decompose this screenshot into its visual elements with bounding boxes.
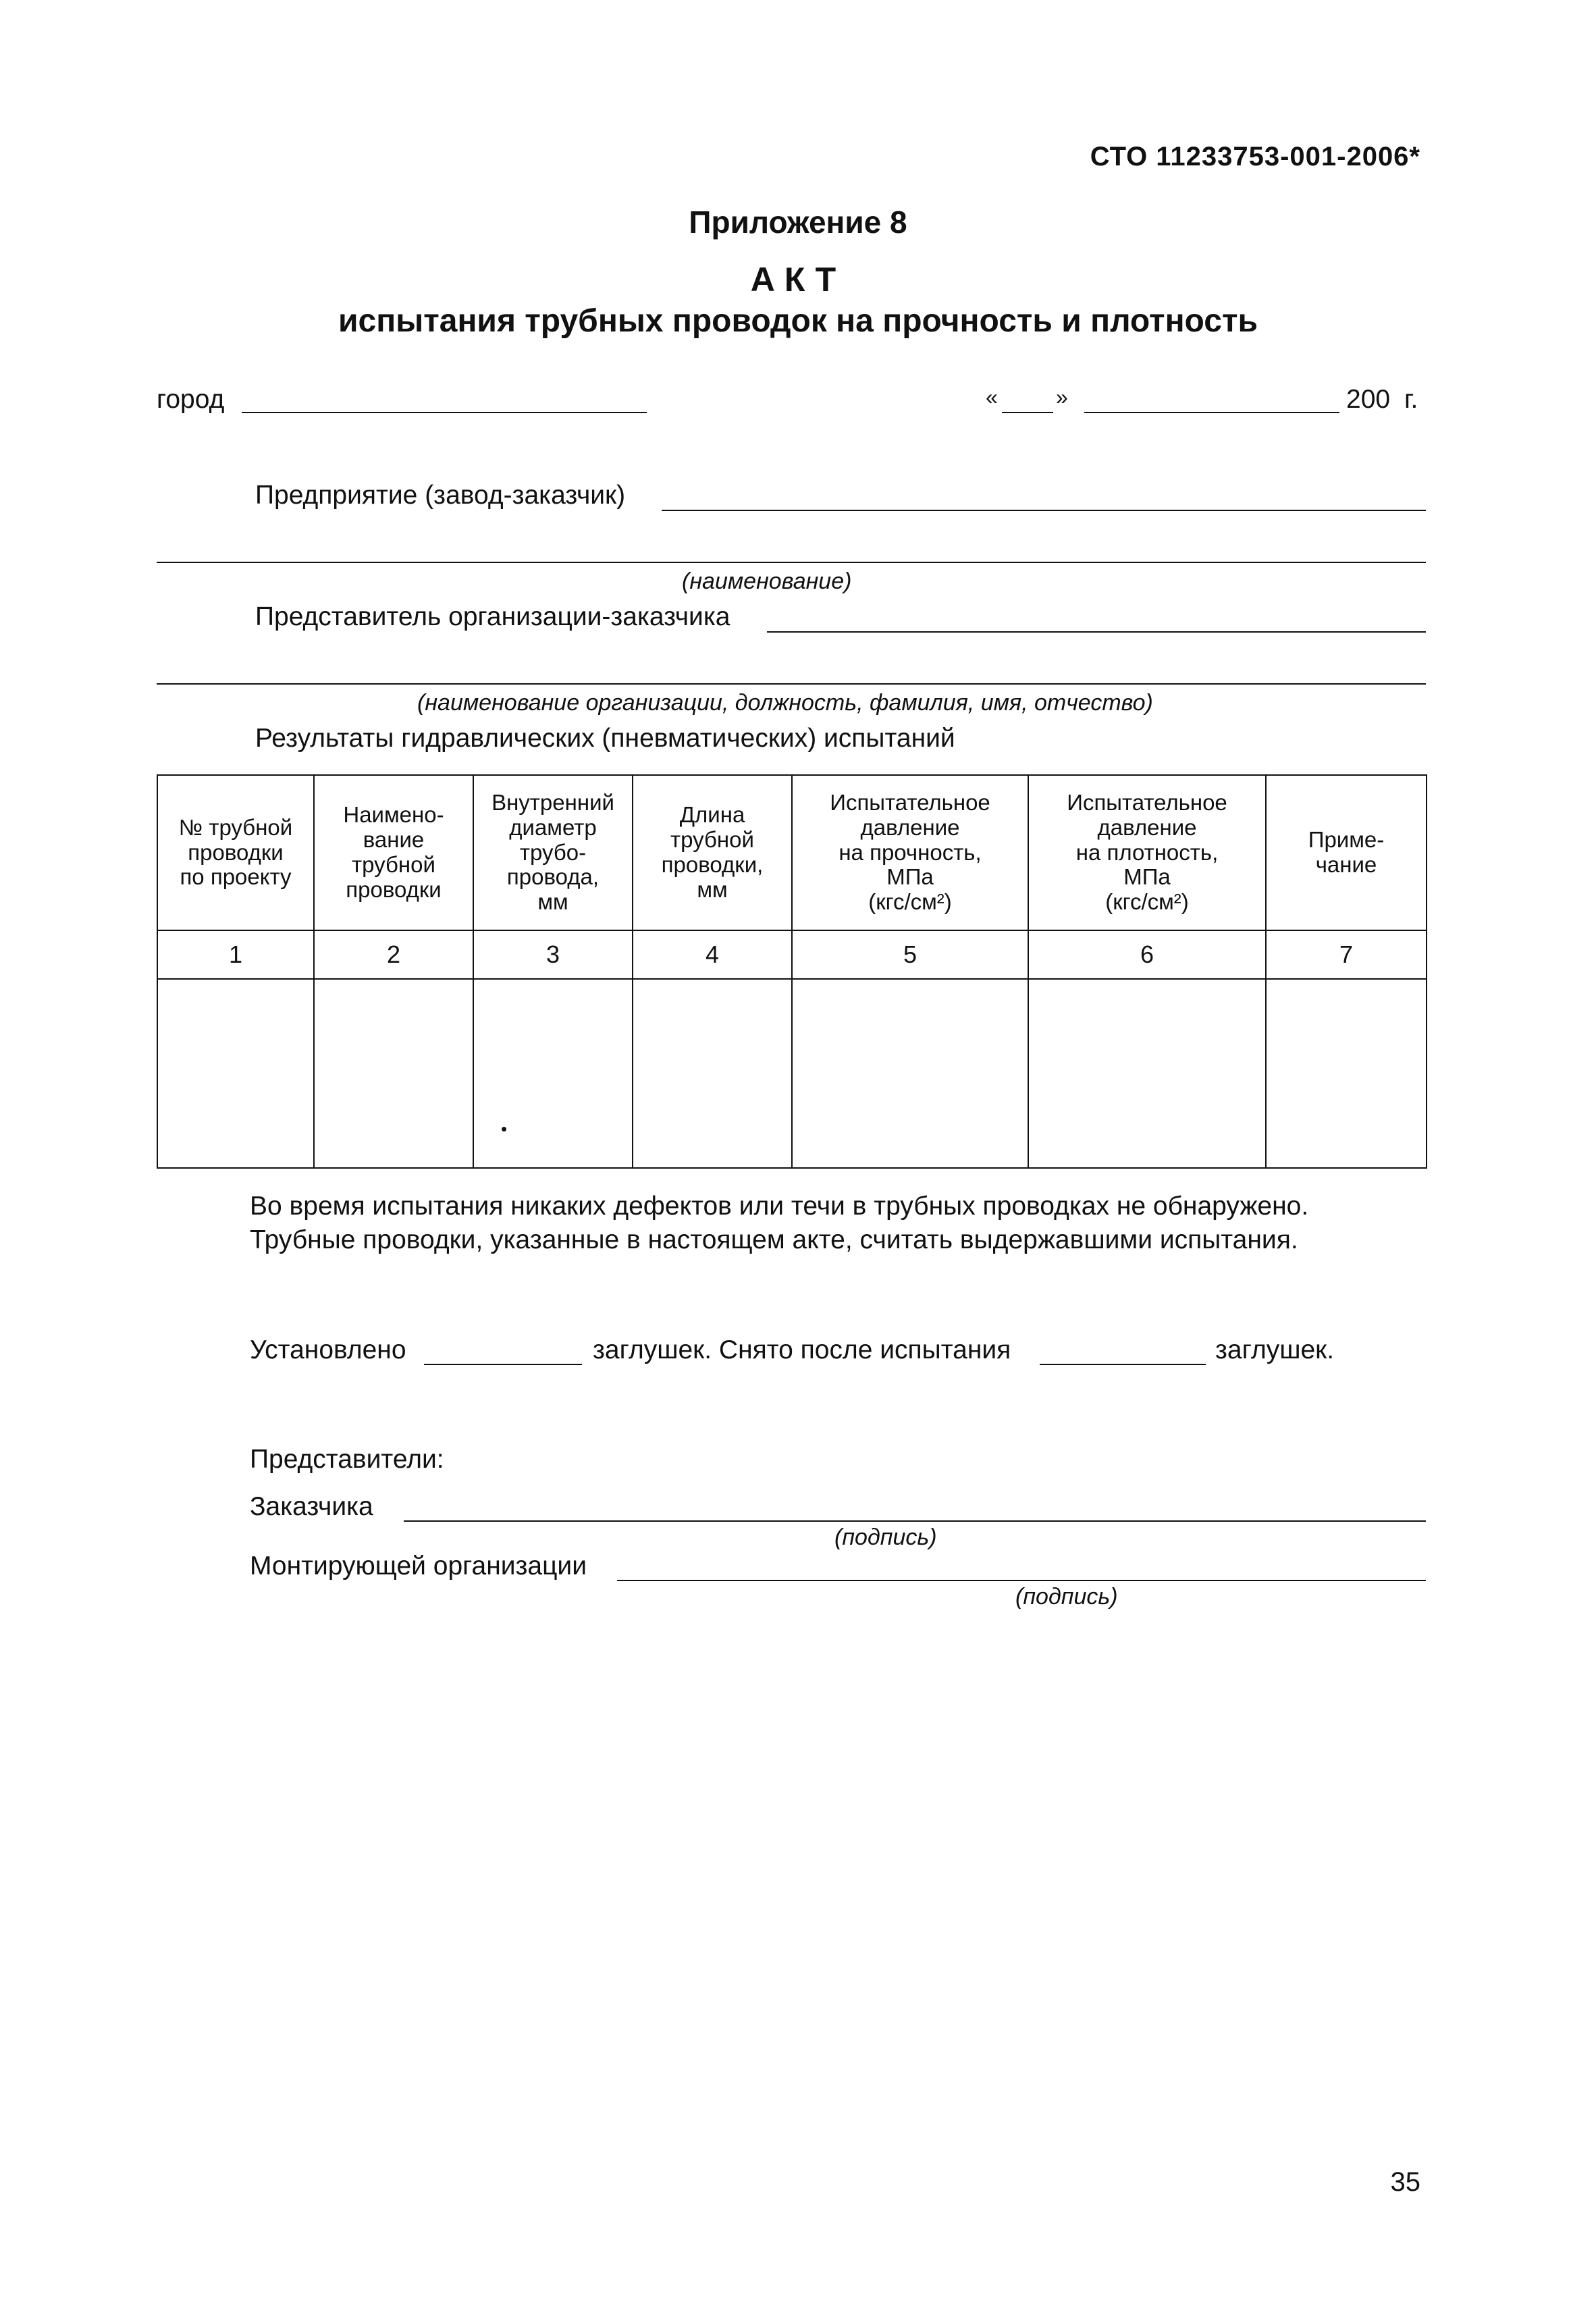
table-cell[interactable]	[633, 979, 792, 1168]
plugs-mid-text: заглушек. Снято после испытания	[593, 1335, 1011, 1364]
results-table	[157, 774, 1427, 1169]
col-header-text: Наимено- вание трубной проводки	[343, 802, 444, 902]
document-code: СТО 11233753-001-2006*	[1090, 142, 1420, 171]
col-header-text: Длина трубной проводки, мм	[661, 802, 764, 902]
customer-signature-field[interactable]	[404, 1520, 1426, 1522]
table-cell[interactable]	[157, 979, 314, 1168]
col-header	[1028, 775, 1266, 930]
appendix-title: Приложение 8	[689, 205, 907, 240]
col-header-text: Испытательное давление на плотность, МПа (кгс/см²)	[1067, 789, 1227, 915]
col-header-text: № трубной проводки по проекту	[178, 814, 293, 890]
col-header-text: Внутренний диаметр трубо- провода, мм	[491, 789, 614, 915]
table-cell[interactable]	[792, 979, 1028, 1168]
date-quote-open: «	[986, 385, 998, 409]
customer-rep-caption: (наименование организации, должность, фамилия, имя, отчество)	[417, 690, 1153, 716]
customer-signature-caption: (подпись)	[834, 1524, 937, 1550]
column-number: 5	[792, 930, 1028, 979]
year-label: 200	[1346, 385, 1391, 414]
page-number: 35	[1390, 2167, 1420, 2197]
col-header	[792, 775, 1028, 930]
col-header	[473, 775, 633, 930]
table-row	[157, 979, 1427, 1168]
day-field[interactable]	[1002, 412, 1053, 413]
column-number: 1	[157, 930, 314, 979]
city-field[interactable]	[242, 412, 647, 413]
enterprise-field-line2[interactable]	[157, 562, 1426, 563]
column-number: 7	[1266, 930, 1427, 979]
stray-mark: •	[501, 1119, 508, 1140]
table-row-numbers	[157, 930, 1427, 979]
column-number: 3	[473, 930, 633, 979]
table-cell[interactable]	[1266, 979, 1427, 1168]
table-header-row	[157, 775, 1427, 930]
installed-label: Установлено	[250, 1335, 406, 1364]
customer-rep-field-line2[interactable]	[157, 683, 1426, 685]
date-quote-close: »	[1056, 385, 1068, 409]
body-line-2: Трубные проводки, указанные в настоящем акте, считать выдержавшими испытания.	[250, 1225, 1298, 1254]
enterprise-caption: (наименование)	[682, 568, 852, 594]
column-number: 4	[633, 930, 792, 979]
table-cell[interactable]	[473, 979, 633, 1168]
col-header	[314, 775, 473, 930]
month-field[interactable]	[1084, 412, 1339, 413]
table-cell[interactable]	[1028, 979, 1266, 1168]
table-cell[interactable]	[314, 979, 473, 1168]
col-header-text: Приме- чание	[1308, 827, 1385, 877]
enterprise-label: Предприятие (завод-заказчик)	[255, 481, 626, 510]
column-number: 6	[1028, 930, 1266, 979]
representatives-label: Представители:	[250, 1445, 444, 1474]
results-label: Результаты гидравлических (пневматических) испытаний	[255, 724, 955, 753]
customer-rep-field[interactable]	[767, 631, 1426, 633]
col-header	[1266, 775, 1427, 930]
act-title: АКТ	[750, 261, 846, 298]
col-header-text: Испытательное давление на прочность, МПа (кгс/см²)	[830, 789, 990, 915]
customer-signature-label: Заказчика	[250, 1492, 373, 1521]
plugs-end-text: заглушек.	[1215, 1335, 1335, 1364]
year-suffix: г.	[1404, 385, 1418, 414]
col-header	[157, 775, 314, 930]
installer-signature-caption: (подпись)	[1015, 1584, 1118, 1610]
city-label: город	[157, 385, 225, 414]
removed-count-field[interactable]	[1040, 1364, 1206, 1365]
column-number: 2	[314, 930, 473, 979]
installed-count-field[interactable]	[424, 1364, 582, 1365]
col-header	[633, 775, 792, 930]
installer-signature-label: Монтирующей организации	[250, 1551, 587, 1580]
body-line-1: Во время испытания никаких дефектов или течи в трубных проводках не обнаружено.	[250, 1192, 1309, 1221]
installer-signature-field[interactable]	[617, 1580, 1426, 1581]
act-subtitle: испытания трубных проводок на прочность и плотность	[338, 303, 1258, 339]
enterprise-field[interactable]	[662, 510, 1426, 511]
customer-rep-label: Представитель организации-заказчика	[255, 602, 730, 631]
